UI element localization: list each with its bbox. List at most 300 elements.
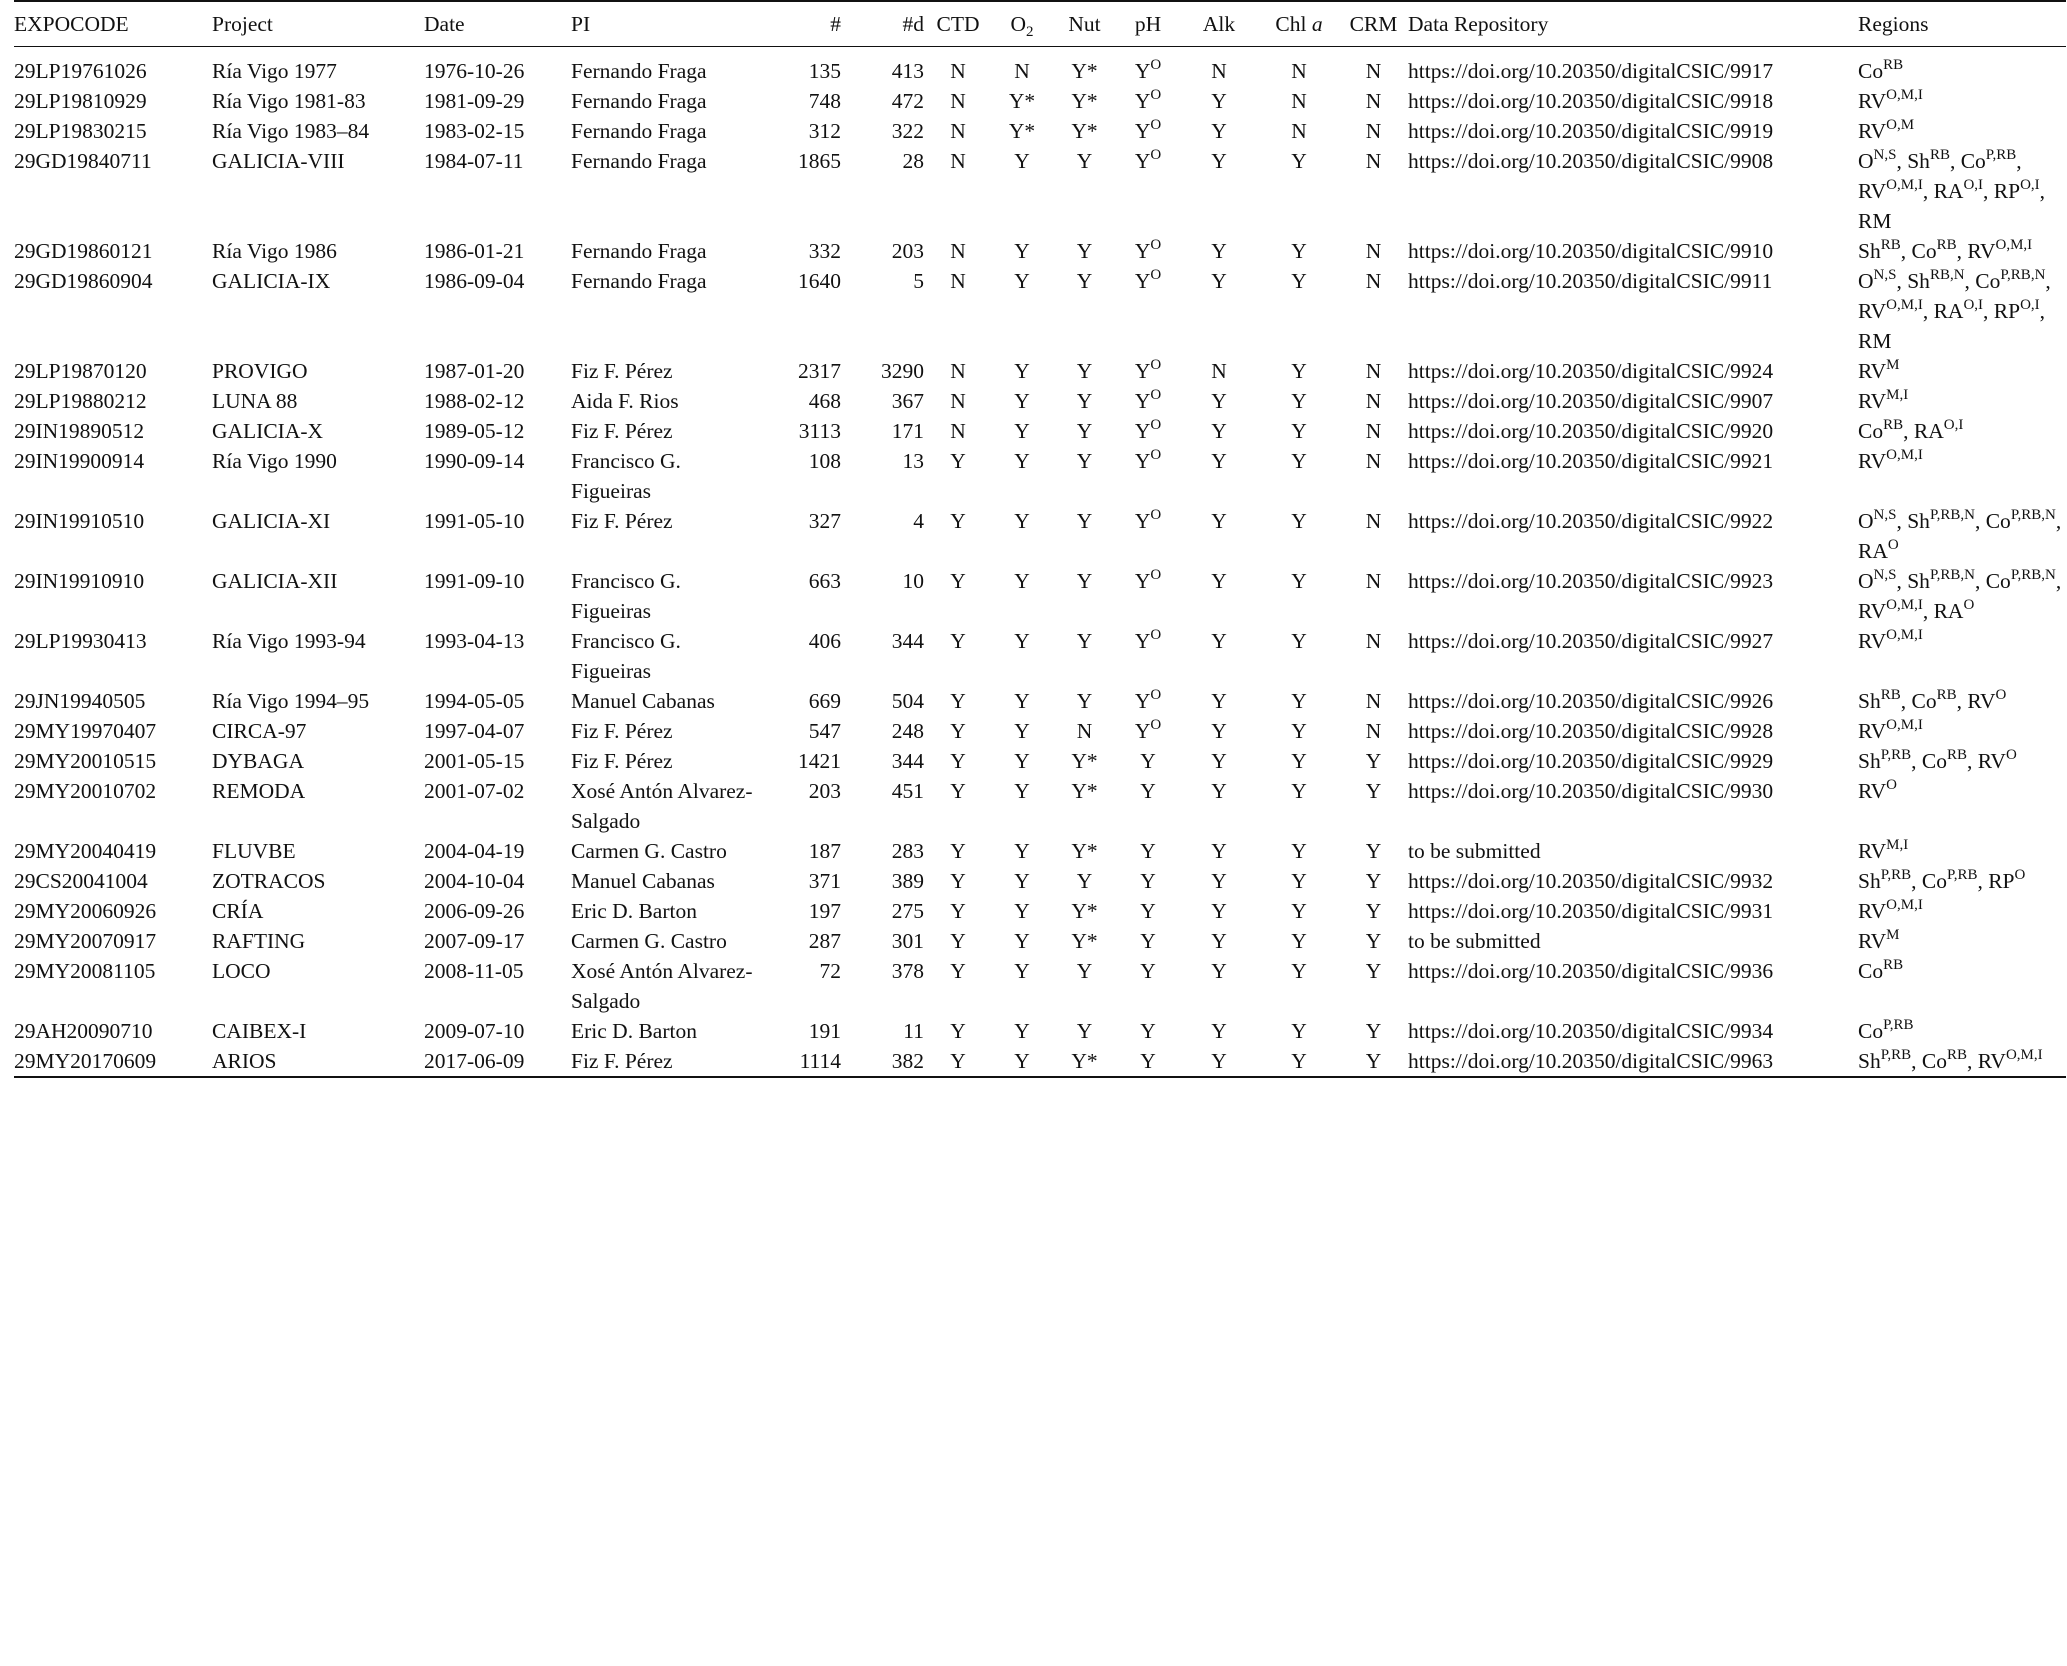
cell-chlorophyll: Y (1291, 869, 1307, 893)
cell-pi: Fiz F. Pérez (571, 509, 673, 533)
cell-sample-count: 2317 (798, 359, 841, 383)
cell-date: 2008-11-05 (424, 959, 524, 983)
region-subregions: O (2005, 747, 2017, 763)
cell-alkalinity: Y (1211, 149, 1227, 173)
region-entry (1858, 539, 1899, 563)
cell-oxygen: Y (1014, 389, 1030, 413)
cell-ctd: N (950, 389, 966, 413)
region-entry (1858, 899, 1923, 923)
cell-days-count: 344 (891, 629, 924, 653)
region-entry: $RV^{O,M,I}$, (1858, 177, 1929, 203)
cell-sample-count: 3113 (798, 419, 841, 443)
cell-ph (1117, 776, 1179, 836)
cell-alkalinity: Y (1211, 749, 1227, 773)
cell-regions (1858, 446, 2066, 506)
cell-oxygen: Y (1014, 959, 1030, 983)
region-subregions: P,RB,N (2010, 507, 2056, 523)
cell-ctd: N (950, 119, 966, 143)
cell-ctd: N (950, 149, 966, 173)
cell-days-count: 4 (913, 509, 924, 533)
region-subregions: RB (1883, 957, 1904, 973)
cell-pi: Fernando Fraga (571, 269, 707, 293)
header-chlorophyll (1259, 1, 1339, 47)
region-subregions: M,I (1886, 387, 1909, 403)
cell-nutrients: Y (1076, 269, 1093, 293)
region-subregions: O,M,I (1886, 627, 1923, 643)
cell-project: Ría Vigo 1986 (212, 239, 337, 263)
cell-nutrients: Y (1076, 239, 1093, 263)
cell-oxygen: Y* (1008, 89, 1036, 113)
ph-superscript: O (1150, 687, 1162, 703)
cell-ctd: N (950, 89, 966, 113)
ph-flag: Y (1134, 719, 1151, 743)
cell-alkalinity: Y (1211, 569, 1227, 593)
region-subregions: O,M,I (1886, 447, 1923, 463)
ph-flag: Y (1134, 449, 1151, 473)
region-subregions: P,RB,N (2000, 267, 2046, 283)
header-alkalinity: Alk (1202, 12, 1236, 36)
region-code: Co (1985, 509, 2011, 533)
cell-project: Ría Vigo 1993-94 (212, 629, 366, 653)
cell-ph (1117, 896, 1179, 926)
cell-days-count: 378 (891, 959, 924, 983)
cell-chlorophyll: Y (1291, 269, 1307, 293)
region-subregions: O (1887, 537, 1899, 553)
cell-alkalinity: Y (1211, 719, 1227, 743)
cell-date: 1997-04-07 (424, 719, 525, 743)
ph-flag: Y (1134, 269, 1151, 293)
ph-flag: Y (1134, 689, 1151, 713)
cell-nutrients: N (1076, 719, 1093, 743)
region-entry: $Co^{P,RB,N}$, (1975, 267, 2051, 293)
cell-ctd: Y (950, 1049, 966, 1073)
ph-superscript: O (1150, 447, 1162, 463)
region-entry (1978, 749, 2017, 773)
cell-ctd: Y (950, 719, 966, 743)
region-subregions: O,I (1963, 177, 1984, 193)
cell-days-count: 28 (902, 149, 924, 173)
cell-days-count: 248 (891, 719, 924, 743)
region-entry: $RP^{O,I}$, (1993, 297, 2046, 323)
cell-date: 2006-09-26 (424, 899, 525, 923)
cell-alkalinity: Y (1211, 239, 1227, 263)
cell-crm: Y (1365, 899, 1382, 923)
cell-project: ZOTRACOS (212, 869, 326, 893)
region-entry (1858, 209, 1891, 233)
cell-date: 2001-05-15 (424, 749, 525, 773)
cell-ph (1117, 1016, 1179, 1046)
cell-nutrients: Y (1076, 509, 1093, 533)
header-oxygen (992, 1, 1052, 47)
cell-project: RAFTING (212, 929, 306, 953)
cell-nutrients: Y (1076, 419, 1093, 443)
cell-regions (1858, 746, 2066, 776)
region-subregions: O (1995, 687, 2007, 703)
cell-data-repository: https://doi.org/10.20350/digitalCSIC/9911 (1408, 269, 1773, 293)
region-code: Sh (1907, 509, 1930, 533)
cell-crm: N (1365, 89, 1382, 113)
ph-superscript: O (1150, 57, 1162, 73)
region-entry: $Sh^{P,RB,N}$, (1907, 567, 1981, 593)
cell-project: Ría Vigo 1990 (212, 449, 337, 473)
region-entry: $O^{N,S}$, (1858, 267, 1902, 293)
cell-regions (1858, 47, 2066, 87)
region-code: RV (1858, 389, 1887, 413)
region-code: RV (1858, 719, 1887, 743)
table-row (14, 356, 2066, 386)
region-subregions: RB (1947, 1047, 1968, 1063)
ph-superscript: O (1150, 267, 1162, 283)
cell-data-repository: https://doi.org/10.20350/digitalCSIC/9920 (1408, 419, 1774, 443)
region-subregions: RB (1929, 147, 1950, 163)
cell-expocode: 29CS20041004 (14, 869, 148, 893)
cell-date: 1991-05-10 (424, 509, 525, 533)
cell-days-count: 413 (891, 59, 924, 83)
region-code: Co (1975, 269, 2001, 293)
cell-ctd: Y (950, 899, 966, 923)
cell-project: ARIOS (212, 1049, 277, 1073)
cell-expocode: 29LP19880212 (14, 389, 147, 413)
header-oxygen-main: O (1010, 12, 1027, 36)
cell-regions (1858, 236, 2066, 266)
cell-regions (1858, 416, 2066, 446)
region-entry (1858, 839, 1908, 863)
cell-data-repository: https://doi.org/10.20350/digitalCSIC/9926 (1408, 689, 1774, 713)
region-code: Sh (1907, 269, 1930, 293)
cell-oxygen: Y (1014, 419, 1030, 443)
cell-pi: Fernando Fraga (571, 89, 707, 113)
region-subregions: P,RB,N (1929, 567, 1975, 583)
cell-pi: Xosé Antón Alvarez-Salgado (571, 779, 753, 833)
cell-ph (1117, 1046, 1179, 1077)
cell-expocode: 29IN19890512 (14, 419, 145, 443)
cell-nutrients: Y* (1071, 59, 1098, 83)
cell-ctd: N (950, 269, 966, 293)
ph-flag: Y (1134, 119, 1151, 143)
table-row (14, 386, 2066, 416)
cell-ph (1117, 686, 1179, 716)
cell-ph (1117, 746, 1179, 776)
cell-expocode: 29LP19761026 (14, 59, 147, 83)
region-entry: $Sh^{P,RB}$, (1858, 867, 1917, 893)
cell-crm: N (1365, 689, 1382, 713)
cell-ph (1117, 836, 1179, 866)
ph-flag: Y (1140, 899, 1156, 923)
ph-flag: Y (1134, 569, 1151, 593)
table-row (14, 116, 2066, 146)
cell-crm: N (1365, 569, 1382, 593)
cell-crm: Y (1365, 839, 1382, 863)
cell-crm: N (1365, 269, 1382, 293)
region-subregions: O,I (2020, 177, 2040, 193)
region-subregions: RB (1880, 237, 1901, 253)
table-row (14, 926, 2066, 956)
cell-oxygen: Y (1014, 839, 1030, 863)
cell-sample-count: 108 (808, 449, 841, 473)
cell-regions (1858, 1046, 2066, 1077)
cell-sample-count: 669 (808, 689, 841, 713)
table-row (14, 146, 2066, 236)
cell-alkalinity: Y (1211, 89, 1227, 113)
cell-days-count: 283 (891, 839, 924, 863)
ph-flag: Y (1140, 779, 1156, 803)
table-row (14, 236, 2066, 266)
region-entry (1858, 449, 1923, 473)
cell-data-repository: https://doi.org/10.20350/digitalCSIC/9928 (1408, 719, 1774, 743)
cell-pi: Francisco G. Figueiras (571, 629, 681, 683)
region-subregions: O,M (1886, 117, 1915, 133)
region-code: RV (1858, 629, 1887, 653)
region-subregions: O,I (1943, 417, 1964, 433)
cell-data-repository: https://doi.org/10.20350/digitalCSIC/9924 (1408, 359, 1774, 383)
region-code: O (1858, 509, 1874, 533)
region-code: RV (1967, 689, 1996, 713)
cell-nutrients: Y* (1071, 749, 1098, 773)
region-subregions: M (1886, 357, 1900, 373)
cell-oxygen: Y (1014, 359, 1030, 383)
region-code: Co (1921, 869, 1948, 893)
cell-expocode: 29MY20040419 (14, 839, 157, 863)
region-subregions: P,RB (1880, 747, 1912, 763)
header-regions: Regions (1858, 12, 1929, 36)
table-row (14, 746, 2066, 776)
cell-pi: Francisco G. Figueiras (571, 449, 681, 503)
header-pi: PI (571, 12, 591, 36)
cell-pi: Fiz F. Pérez (571, 419, 673, 443)
table-row (14, 566, 2066, 626)
region-entry: $Co^{RB}$, (1921, 1047, 1973, 1073)
cell-oxygen: Y (1014, 689, 1030, 713)
region-entry: $O^{N,S}$, (1858, 567, 1902, 593)
cell-sample-count: 547 (808, 719, 841, 743)
region-code: RV (1858, 359, 1887, 383)
region-subregions: N,S (1873, 147, 1897, 163)
cell-data-repository: https://doi.org/10.20350/digitalCSIC/9922 (1408, 509, 1774, 533)
ph-flag: Y (1140, 1049, 1156, 1073)
cell-pi: Fiz F. Pérez (571, 719, 673, 743)
cell-pi: Manuel Cabanas (571, 689, 715, 713)
ph-superscript: O (1150, 117, 1162, 133)
cell-ctd: Y (950, 929, 966, 953)
cell-nutrients: Y* (1071, 119, 1098, 143)
region-entry: $Co^{P,RB,N}$, (1985, 507, 2062, 533)
ph-flag: Y (1134, 149, 1151, 173)
header-date: Date (424, 12, 465, 36)
cell-regions (1858, 146, 2066, 236)
cell-data-repository: https://doi.org/10.20350/digitalCSIC/9910 (1408, 239, 1774, 263)
cell-crm: N (1365, 119, 1382, 143)
cell-pi: Fiz F. Pérez (571, 749, 673, 773)
cell-ph (1117, 356, 1179, 386)
cell-date: 1983-02-15 (424, 119, 525, 143)
region-code: RV (1858, 119, 1887, 143)
header-data-repository: Data Repository (1408, 12, 1549, 36)
region-subregions: P,RB,N (1929, 507, 1975, 523)
cell-date: 1986-09-04 (424, 269, 525, 293)
cell-crm: N (1365, 239, 1382, 263)
cell-expocode: 29LP19810929 (14, 89, 147, 113)
region-subregions: N,S (1873, 267, 1897, 283)
region-entry: $Sh^{P,RB}$, (1858, 1047, 1917, 1073)
cell-pi: Aida F. Rios (571, 389, 679, 413)
cell-nutrients: Y (1076, 1019, 1093, 1043)
region-code: Co (1858, 419, 1884, 443)
table-row (14, 896, 2066, 926)
ph-superscript: O (1150, 417, 1162, 433)
cell-nutrients: Y* (1071, 899, 1098, 923)
cell-ctd: Y (950, 509, 966, 533)
region-code: RV (1858, 179, 1887, 203)
ph-flag: Y (1140, 869, 1156, 893)
cell-chlorophyll: Y (1291, 899, 1307, 923)
header-ph: pH (1134, 12, 1162, 36)
cell-oxygen: N (1014, 59, 1030, 83)
region-code: RM (1858, 209, 1892, 233)
cell-ph (1117, 926, 1179, 956)
cell-chlorophyll: Y (1291, 839, 1307, 863)
cell-ctd: Y (950, 869, 966, 893)
cell-oxygen: Y (1014, 569, 1030, 593)
cell-nutrients: Y (1076, 689, 1093, 713)
ph-superscript: O (1150, 717, 1162, 733)
ph-flag: Y (1134, 629, 1151, 653)
cell-regions (1858, 956, 2066, 1016)
region-code: RA (1858, 539, 1888, 563)
cell-data-repository: https://doi.org/10.20350/digitalCSIC/9931 (1408, 899, 1774, 923)
cell-days-count: 367 (891, 389, 924, 413)
cell-sample-count: 663 (808, 569, 841, 593)
region-entry: $Sh^{RB}$, (1907, 147, 1956, 173)
cell-project: GALICIA-VIII (212, 149, 345, 173)
cell-sample-count: 287 (808, 929, 841, 953)
cell-ph (1117, 416, 1179, 446)
region-subregions: RB (1936, 237, 1957, 253)
cell-chlorophyll: Y (1291, 509, 1307, 533)
region-code: RV (1977, 1049, 2006, 1073)
cell-data-repository: https://doi.org/10.20350/digitalCSIC/9918 (1408, 89, 1774, 113)
cell-chlorophyll: N (1291, 119, 1307, 143)
cell-ph (1117, 716, 1179, 746)
region-subregions: RB (1936, 687, 1957, 703)
cell-sample-count: 332 (808, 239, 841, 263)
cell-ph (1117, 86, 1179, 116)
region-code: Co (1858, 59, 1884, 83)
region-subregions: RB,N (1929, 267, 1965, 283)
cell-oxygen: Y (1014, 449, 1030, 473)
region-code: Sh (1858, 749, 1881, 773)
region-code: Sh (1858, 689, 1881, 713)
cell-sample-count: 191 (808, 1019, 841, 1043)
region-entry: $Sh^{P,RB,N}$, (1907, 507, 1981, 533)
region-entry (1858, 89, 1923, 113)
cell-regions (1858, 836, 2066, 866)
cell-expocode: 29MY20010515 (14, 749, 157, 773)
cell-chlorophyll: Y (1291, 1049, 1307, 1073)
cell-data-repository: https://doi.org/10.20350/digitalCSIC/9932 (1408, 869, 1774, 893)
cell-date: 1981-09-29 (424, 89, 525, 113)
cell-project: FLUVBE (212, 839, 296, 863)
cell-nutrients: Y (1076, 389, 1093, 413)
cell-days-count: 504 (891, 689, 924, 713)
table-row (14, 1046, 2066, 1077)
cell-nutrients: Y* (1071, 839, 1098, 863)
cell-alkalinity: N (1211, 359, 1227, 383)
cell-oxygen: Y (1014, 629, 1030, 653)
cell-oxygen: Y* (1008, 119, 1036, 143)
cell-sample-count: 406 (808, 629, 841, 653)
header-crm: CRM (1349, 12, 1398, 36)
cell-date: 1994-05-05 (424, 689, 525, 713)
cell-project: GALICIA-X (212, 419, 324, 443)
cell-regions (1858, 116, 2066, 146)
region-entry: $Sh^{RB}$, (1858, 237, 1907, 263)
cell-expocode: 29LP19830215 (14, 119, 147, 143)
cell-sample-count: 371 (808, 869, 841, 893)
cell-regions (1858, 266, 2066, 356)
region-code: RA (1913, 419, 1944, 443)
cell-sample-count: 197 (808, 899, 841, 923)
cell-chlorophyll: Y (1291, 359, 1307, 383)
region-code: RV (1858, 449, 1887, 473)
cell-expocode: 29IN19910910 (14, 569, 145, 593)
cell-chlorophyll: Y (1291, 1019, 1307, 1043)
cell-chlorophyll: Y (1291, 959, 1307, 983)
cell-ctd: Y (950, 689, 966, 713)
cell-ph (1117, 47, 1179, 87)
header-expocode: EXPOCODE (14, 12, 129, 36)
cell-ctd: N (950, 239, 966, 263)
cell-pi: Fiz F. Pérez (571, 1049, 673, 1073)
cell-chlorophyll: Y (1291, 569, 1307, 593)
cell-pi: Carmen G. Castro (571, 929, 727, 953)
cell-alkalinity: Y (1211, 1049, 1227, 1073)
ph-flag: Y (1134, 239, 1151, 263)
region-code: O (1858, 269, 1874, 293)
cell-date: 1986-01-21 (424, 239, 525, 263)
region-entry (1858, 719, 1923, 743)
cell-crm: N (1365, 509, 1382, 533)
cell-pi: Fernando Fraga (571, 119, 707, 143)
cell-sample-count: 1640 (798, 269, 841, 293)
region-code: Co (1858, 959, 1884, 983)
cell-crm: N (1365, 59, 1382, 83)
cell-project: PROVIGO (212, 359, 308, 383)
region-entry: $Co^{RB}$, (1911, 237, 1962, 263)
table-row (14, 86, 2066, 116)
region-entry (1858, 359, 1900, 383)
cell-project: GALICIA-IX (212, 269, 331, 293)
region-code: RA (1933, 179, 1964, 203)
region-code: RA (1933, 299, 1964, 323)
region-code: RV (1858, 929, 1887, 953)
cell-chlorophyll: Y (1291, 629, 1307, 653)
cell-ctd: Y (950, 749, 966, 773)
table-row (14, 686, 2066, 716)
region-code: Co (1960, 149, 1986, 173)
header-row (14, 1, 2066, 47)
region-subregions: O,M,I (2005, 1047, 2043, 1063)
cell-nutrients: Y* (1071, 779, 1098, 803)
cell-data-repository: https://doi.org/10.20350/digitalCSIC/9908 (1408, 149, 1774, 173)
cell-date: 2007-09-17 (424, 929, 525, 953)
cell-date: 2001-07-02 (424, 779, 525, 803)
ph-superscript: O (1150, 387, 1162, 403)
cell-pi: Manuel Cabanas (571, 869, 715, 893)
cell-data-repository: https://doi.org/10.20350/digitalCSIC/9917 (1408, 59, 1774, 83)
cell-nutrients: Y (1076, 569, 1093, 593)
region-entry (1914, 419, 1963, 443)
table-row (14, 47, 2066, 87)
